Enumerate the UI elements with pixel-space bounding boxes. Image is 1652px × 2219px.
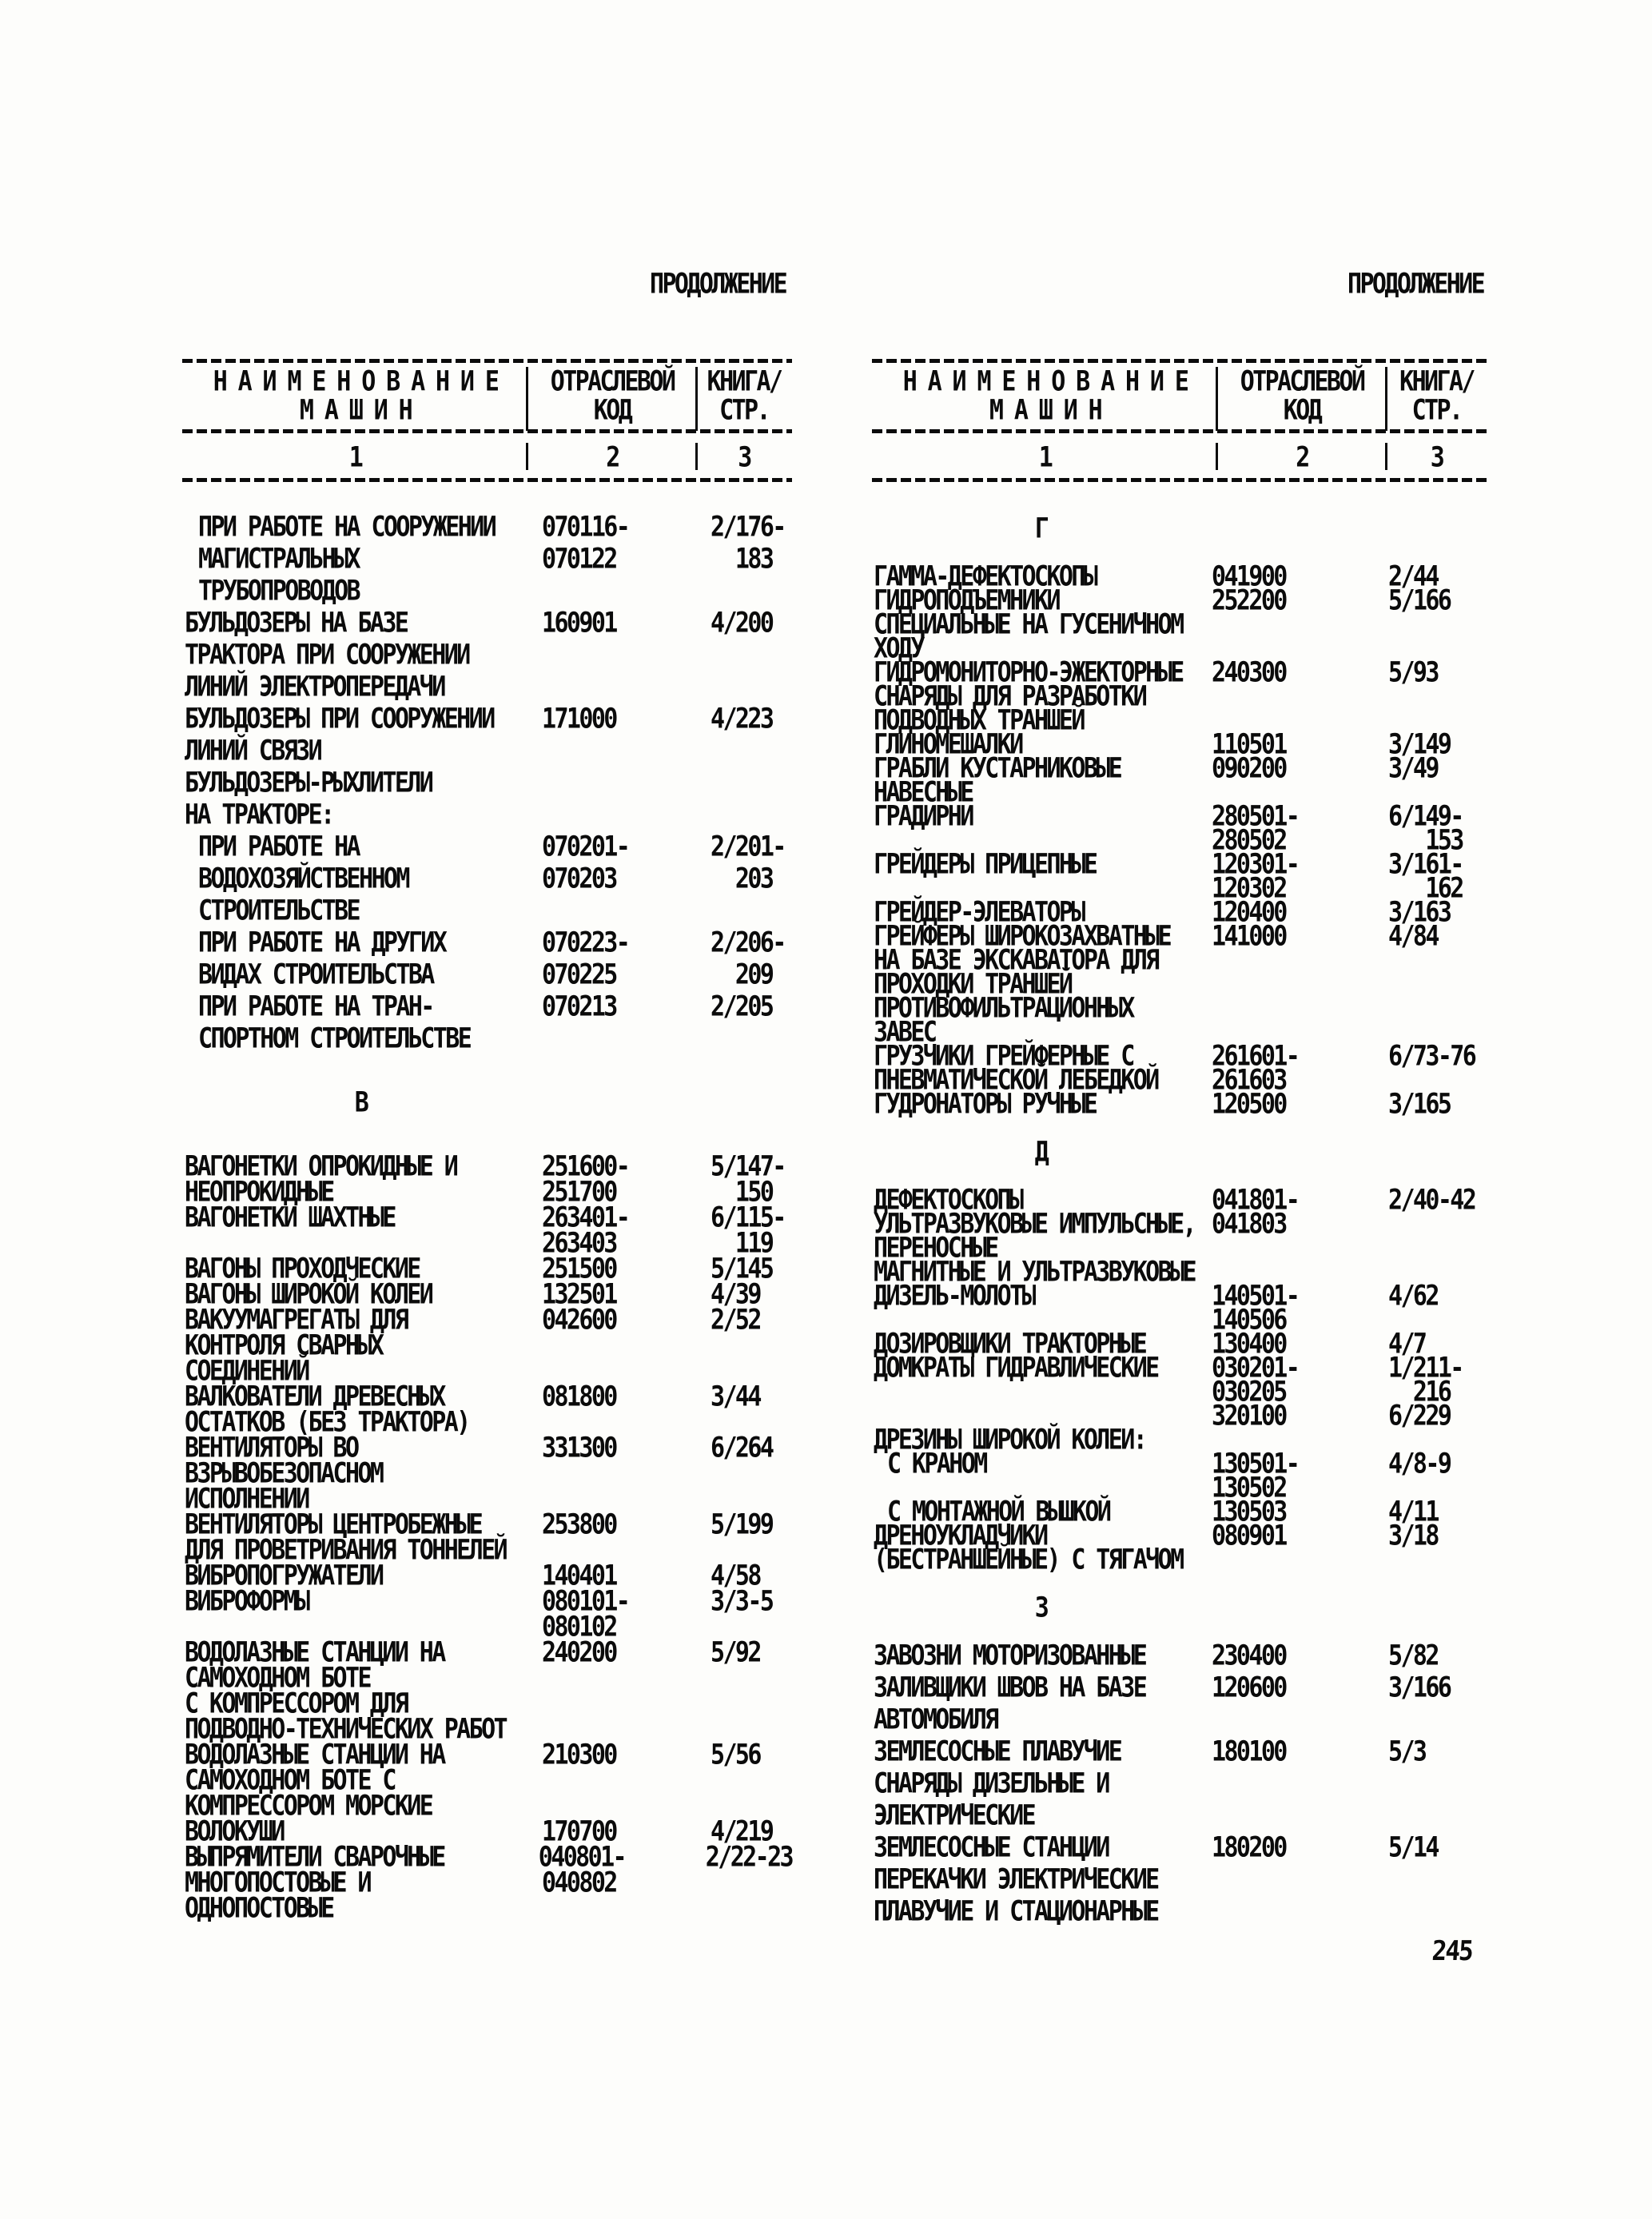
machine-name-cell: ДЕФЕКТОСКОПЫ: [874, 1184, 1022, 1217]
industry-code-cell: 251700: [542, 1176, 616, 1209]
section-letter: Г: [1034, 512, 1048, 545]
column-header-code: ОТРАСЛЕВОЙ: [550, 365, 675, 398]
machine-name-cell: ВАКУУМАГРЕГАТЫ ДЛЯ: [185, 1304, 408, 1337]
industry-code-cell: 140506: [1212, 1304, 1286, 1337]
table-body-left: [182, 511, 792, 1925]
book-page-cell: 5/14: [1388, 1831, 1438, 1864]
book-page-cell: 4/200: [711, 607, 773, 639]
machine-name-cell: НА ТРАКТОРЕ:: [185, 799, 333, 831]
book-page-cell: 162: [1388, 872, 1463, 905]
book-page-cell: 3/18: [1388, 1520, 1438, 1552]
machine-name-cell: ГРАБЛИ КУСТАРНИКОВЫЕ: [874, 752, 1121, 785]
machine-name-cell: ДРЕНОУКЛАДЧИКИ: [874, 1520, 1047, 1552]
industry-code-cell: 320100: [1212, 1400, 1286, 1432]
machine-name-cell: ПРИ РАБОТЕ НА СООРУЖЕНИИ: [198, 511, 496, 544]
industry-code-cell: 141000: [1212, 920, 1286, 953]
column-header-name: Н А И М Е Н О В А Н И Е: [902, 365, 1188, 398]
machine-name-cell: ПРИ РАБОТЕ НА ТРАН-: [198, 990, 433, 1023]
column-number-3: 3: [1430, 441, 1443, 474]
column-header-name2: М А Ш И Н: [989, 394, 1101, 427]
machine-name-cell: ГИДРОПОДЪЕМНИКИ: [874, 584, 1059, 617]
machine-name-cell: ГЛИНОМЕШАЛКИ: [874, 728, 1022, 761]
column-separator: [1216, 367, 1218, 431]
column-separator: [1385, 367, 1387, 431]
industry-code-cell: 041900: [1212, 560, 1286, 593]
book-page-cell: 2/205: [711, 990, 773, 1023]
book-page-cell: 2/22-23: [705, 1841, 792, 1874]
book-page-cell: 5/93: [1388, 656, 1438, 689]
table-row: [182, 1022, 792, 1059]
column-header-code2: КОД: [593, 394, 631, 427]
machine-name-cell: ВАЛКОВАТЕЛИ ДРЕВЕСНЫХ: [185, 1380, 444, 1413]
machine-index-table-left: [182, 359, 792, 1925]
book-page-cell: 2/40-42: [1388, 1184, 1475, 1217]
book-page-cell: 2/206-: [711, 926, 785, 959]
book-page-cell: 4/62: [1388, 1280, 1438, 1313]
machine-name-cell: ВИБРОФОРМЫ: [185, 1585, 309, 1618]
machine-name-cell: ЛИНИЙ СВЯЗИ: [185, 735, 321, 767]
machine-name-cell: МАГИСТРАЛЬНЫХ: [198, 543, 359, 576]
book-page-cell: 6/73-76: [1388, 1040, 1475, 1073]
column-header-name2: М А Ш И Н: [299, 394, 412, 427]
machine-name-cell: ГРЕЙДЕРЫ ПРИЦЕПНЫЕ: [874, 848, 1097, 881]
machine-name-cell: САМОХОДНОМ БОТЕ С: [185, 1764, 395, 1797]
machine-name-cell: ВАГОНЕТКИ ШАХТНЫЕ: [185, 1201, 395, 1234]
machine-name-cell: ЗАВЕС: [874, 1016, 936, 1049]
industry-code-cell: 070203: [542, 863, 616, 895]
machine-name-cell: ДОМКРАТЫ ГИДРАВЛИЧЕСКИЕ: [874, 1352, 1158, 1384]
industry-code-cell: 280501-: [1212, 800, 1299, 833]
machine-name-cell: ГРЕЙДЕР-ЭЛЕВАТОРЫ: [874, 896, 1084, 929]
machine-name-cell: ХОДУ: [874, 632, 923, 665]
index-section-Д: [872, 1136, 1487, 1576]
machine-name-cell: С МОНТАЖНОЙ ВЫШКОЙ: [887, 1496, 1110, 1528]
machine-name-cell: НЕОПРОКИДНЫЕ: [185, 1176, 333, 1209]
book-page-cell: 4/84: [1388, 920, 1438, 953]
machine-name-cell: ПОДВОДНО-ТЕХНИЧЕСКИХ РАБОТ: [185, 1713, 506, 1746]
machine-name-cell: ПРОТИВОФИЛЬТРАЦИОННЫХ: [874, 992, 1133, 1025]
book-page-cell: 4/8-9: [1388, 1448, 1451, 1480]
machine-name-cell: ВЗРЫВОБЕЗОПАСНОМ: [185, 1457, 383, 1490]
industry-code-cell: 041801-: [1212, 1184, 1299, 1217]
machine-name-cell: ВОЛОКУШИ: [185, 1815, 284, 1848]
machine-name-cell: ДИЗЕЛЬ-МОЛОТЫ: [874, 1280, 1034, 1313]
column-separator: [526, 367, 528, 431]
machine-name-cell: ДОЗИРОВЩИКИ ТРАКТОРНЫЕ: [874, 1328, 1146, 1360]
machine-index-table-right: [872, 359, 1487, 1932]
industry-code-cell: 080901: [1212, 1520, 1286, 1552]
machine-name-cell: ГИДРОМОНИТОРНО-ЭЖЕКТОРНЫЕ: [874, 656, 1183, 689]
page-number: 245: [1431, 1935, 1473, 1967]
industry-code-cell: 280502: [1212, 824, 1286, 857]
book-page-cell: 3/3-5: [711, 1585, 773, 1618]
industry-code-cell: 120400: [1212, 896, 1286, 929]
industry-code-cell: 130502: [1212, 1472, 1286, 1504]
column-separator: [1385, 443, 1387, 470]
book-page-cell: 4/223: [711, 703, 773, 735]
machine-name-cell: ПРИ РАБОТЕ НА ДРУГИХ: [198, 926, 446, 959]
book-page-cell: 3/44: [711, 1380, 760, 1413]
industry-code-cell: 261601-: [1212, 1040, 1299, 1073]
book-page-cell: 3/149: [1388, 728, 1451, 761]
industry-code-cell: 130503: [1212, 1496, 1286, 1528]
industry-code-cell: 040802: [542, 1866, 616, 1899]
machine-name-cell: ГАММА-ДЕФЕКТОСКОПЫ: [874, 560, 1097, 593]
machine-name-cell: ВЕНТИЛЯТОРЫ ВО: [185, 1432, 358, 1464]
industry-code-cell: 130400: [1212, 1328, 1286, 1360]
machine-name-cell: ВАГОНЫ ПРОХОДЧЕСКИЕ: [185, 1253, 420, 1285]
machine-name-cell: ПЕРЕНОСНЫЕ: [874, 1232, 997, 1265]
industry-code-cell: 171000: [542, 703, 616, 735]
column-header-code2: КОД: [1283, 394, 1321, 427]
book-page-cell: 203: [711, 863, 773, 895]
book-page-cell: 4/58: [711, 1560, 760, 1592]
industry-code-cell: 230400: [1212, 1639, 1286, 1672]
industry-code-cell: 042600: [542, 1304, 616, 1337]
industry-code-cell: 240300: [1212, 656, 1286, 689]
industry-code-cell: 030205: [1212, 1376, 1286, 1408]
book-page-cell: 5/145: [711, 1253, 773, 1285]
column-number-1: 1: [1038, 441, 1052, 474]
industry-code-cell: 120500: [1212, 1088, 1286, 1121]
book-page-cell: 2/201-: [711, 831, 785, 863]
machine-name-cell: С КОМПРЕССОРОМ ДЛЯ: [185, 1687, 408, 1720]
continuation-label-right: ПРОДОЛЖЕНИЕ: [1347, 268, 1484, 301]
section-letter: В: [354, 1086, 368, 1119]
column-number-1: 1: [348, 441, 362, 474]
dashed-rule: [182, 359, 792, 363]
dashed-rule: [182, 478, 792, 482]
machine-name-cell: ЛИНИЙ ЭЛЕКТРОПЕРЕДАЧИ: [185, 671, 444, 703]
industry-code-cell: 252200: [1212, 584, 1286, 617]
machine-name-cell: ВОДОЛАЗНЫЕ СТАНЦИИ НА: [185, 1739, 444, 1771]
book-page-cell: 5/199: [711, 1508, 773, 1541]
dashed-rule: [872, 359, 1487, 363]
industry-code-cell: 210300: [542, 1739, 616, 1771]
book-page-cell: 119: [711, 1227, 773, 1260]
machine-name-cell: ВАГОНЫ ШИРОКОЙ КОЛЕИ: [185, 1278, 432, 1311]
column-separator: [526, 443, 528, 470]
machine-name-cell: ВАГОНЕТКИ ОПРОКИДНЫЕ И: [185, 1150, 457, 1183]
machine-name-cell: ВЫПРЯМИТЕЛИ СВАРОЧНЫЕ: [185, 1841, 444, 1874]
machine-name-cell: САМОХОДНОМ БОТЕ: [185, 1662, 370, 1695]
machine-name-cell: ВОДОХОЗЯЙСТВЕННОМ: [198, 863, 408, 895]
industry-code-cell: 140501-: [1212, 1280, 1299, 1313]
machine-name-cell: ТРУБОПРОВОДОВ: [198, 575, 359, 608]
industry-code-cell: 070223-: [542, 926, 629, 959]
industry-code-cell: 251600-: [542, 1150, 629, 1183]
industry-code-cell: 120302: [1212, 872, 1286, 905]
industry-code-cell: 070116-: [542, 511, 629, 544]
table-row: [872, 1088, 1487, 1121]
book-page-cell: 209: [711, 958, 773, 991]
machine-name-cell: СНАРЯДЫ ДЛЯ РАЗРАБОТКИ: [874, 680, 1146, 713]
machine-name-cell: ПРОХОДКИ ТРАНШЕЙ: [874, 968, 1072, 1001]
machine-name-cell: ПНЕВМАТИЧЕСКОЙ ЛЕБЕДКОЙ: [874, 1064, 1158, 1097]
table-row: [872, 992, 1487, 1025]
book-page-cell: 1/211-: [1388, 1352, 1463, 1384]
book-page-cell: 6/264: [711, 1432, 773, 1464]
book-page-cell: 5/56: [711, 1739, 760, 1771]
machine-name-cell: АВТОМОБИЛЯ: [874, 1703, 997, 1736]
column-header-name: Н А И М Е Н О В А Н И Е: [213, 365, 498, 398]
book-page-cell: 153: [1388, 824, 1463, 857]
machine-name-cell: СНАРЯДЫ ДИЗЕЛЬНЫЕ И: [874, 1767, 1109, 1800]
industry-code-cell: 261603: [1212, 1064, 1286, 1097]
book-page-cell: 2/44: [1388, 560, 1438, 593]
column-header-code: ОТРАСЛЕВОЙ: [1240, 365, 1364, 398]
machine-name-cell: ЭЛЕКТРИЧЕСКИЕ: [874, 1799, 1034, 1832]
table-row: [872, 1448, 1487, 1480]
book-page-cell: 183: [711, 543, 773, 576]
industry-code-cell: 081800: [542, 1380, 616, 1413]
column-separator: [1216, 443, 1218, 470]
index-section-З: [872, 1592, 1487, 1932]
industry-code-cell: 140401: [542, 1560, 616, 1592]
industry-code-cell: 040801-: [538, 1841, 625, 1874]
dashed-rule: [872, 478, 1487, 482]
book-page-cell: 3/163: [1388, 896, 1451, 929]
table-row: [872, 1280, 1487, 1313]
book-page-cell: 6/115-: [711, 1201, 785, 1234]
industry-code-cell: 251500: [542, 1253, 616, 1285]
industry-code-cell: 041803: [1212, 1208, 1286, 1241]
book-page-cell: 5/166: [1388, 584, 1451, 617]
column-separator: [695, 367, 698, 431]
industry-code-cell: 170700: [542, 1815, 616, 1848]
column-separator: [695, 443, 698, 470]
industry-code-cell: 263403: [542, 1227, 616, 1260]
machine-name-cell: ОДНОПОСТОВЫЕ: [185, 1892, 333, 1925]
machine-name-cell: СОЕДИНЕНИЙ: [185, 1355, 309, 1388]
machine-name-cell: ПРИ РАБОТЕ НА: [198, 831, 359, 863]
industry-code-cell: 180100: [1212, 1735, 1286, 1768]
machine-name-cell: ВОДОЛАЗНЫЕ СТАНЦИИ НА: [185, 1636, 444, 1669]
machine-name-cell: КОМПРЕССОРОМ МОРСКИЕ: [185, 1790, 432, 1823]
machine-name-cell: МАГНИТНЫЕ И УЛЬТРАЗВУКОВЫЕ: [874, 1256, 1195, 1289]
table-row: [182, 1201, 792, 1234]
table-row: [872, 608, 1487, 641]
machine-name-cell: ВЕНТИЛЯТОРЫ ЦЕНТРОБЕЖНЫЕ: [185, 1508, 482, 1541]
machine-name-cell: ЗЕМЛЕСОСНЫЕ ПЛАВУЧИЕ: [874, 1735, 1121, 1768]
industry-code-cell: 080101-: [542, 1585, 629, 1618]
machine-name-cell: СПЕЦИАЛЬНЫЕ НА ГУСЕНИЧНОМ: [874, 608, 1183, 641]
machine-name-cell: УЛЬТРАЗВУКОВЫЕ ИМПУЛЬСНЫЕ,: [874, 1208, 1195, 1241]
book-page-cell: 4/39: [711, 1278, 760, 1311]
machine-name-cell: С КРАНОМ: [887, 1448, 986, 1480]
machine-name-cell: ИСПОЛНЕНИИ: [185, 1483, 309, 1516]
industry-code-cell: 120301-: [1212, 848, 1299, 881]
machine-name-cell: БУЛЬДОЗЕРЫ-РЫХЛИТЕЛИ: [185, 767, 432, 799]
machine-name-cell: ТРАКТОРА ПРИ СООРУЖЕНИИ: [185, 639, 469, 671]
machine-name-cell: ВИДАХ СТРОИТЕЛЬСТВА: [198, 958, 433, 991]
machine-name-cell: (БЕСТРАНШЕЙНЫЕ) С ТЯГАЧОМ: [874, 1544, 1183, 1576]
machine-name-cell: ПЛАВУЧИЕ И СТАЦИОНАРНЫЕ: [874, 1895, 1158, 1928]
index-section-В: [182, 1086, 792, 1925]
table-row: [182, 1892, 792, 1925]
book-page-cell: 2/52: [711, 1304, 760, 1337]
table-body-right: [872, 512, 1487, 1932]
industry-code-cell: 132501: [542, 1278, 616, 1311]
section-letter: Д: [1034, 1136, 1048, 1169]
column-header-book: КНИГА/: [707, 365, 782, 398]
index-section: [182, 511, 792, 1059]
industry-code-cell: 070201-: [542, 831, 629, 863]
machine-name-cell: ГРУЗЧИКИ ГРЕЙФЕРНЫЕ С: [874, 1040, 1133, 1073]
index-section-Г: [872, 512, 1487, 1121]
industry-code-cell: 110501: [1212, 728, 1286, 761]
book-page-cell: 3/165: [1388, 1088, 1451, 1121]
industry-code-cell: 253800: [542, 1508, 616, 1541]
column-header-book2: СТР.: [719, 394, 769, 427]
machine-name-cell: ГРАДИРНИ: [874, 800, 973, 833]
industry-code-cell: 120600: [1212, 1671, 1286, 1704]
machine-name-cell: ПЕРЕКАЧКИ ЭЛЕКТРИЧЕСКИЕ: [874, 1863, 1158, 1896]
section-letter: З: [1034, 1592, 1048, 1624]
industry-code-cell: 070225: [542, 958, 616, 991]
machine-name-cell: НАВЕСНЫЕ: [874, 776, 973, 809]
machine-name-cell: ГРЕЙФЕРЫ ШИРОКОЗАХВАТНЫЕ: [874, 920, 1171, 953]
industry-code-cell: 030201-: [1212, 1352, 1299, 1384]
column-header-book: КНИГА/: [1399, 365, 1474, 398]
book-page-cell: 4/7: [1388, 1328, 1426, 1360]
machine-name-cell: ГУДРОНАТОРЫ РУЧНЫЕ: [874, 1088, 1097, 1121]
industry-code-cell: 331300: [542, 1432, 616, 1464]
machine-name-cell: НА БАЗЕ ЭКСКАВАТОРА ДЛЯ: [874, 944, 1158, 977]
book-page-cell: 3/49: [1388, 752, 1438, 785]
column-number-2: 2: [1296, 441, 1308, 474]
machine-name-cell: ДЛЯ ПРОВЕТРИВАНИЯ ТОННЕЛЕЙ: [185, 1534, 506, 1567]
machine-name-cell: ЗЕМЛЕСОСНЫЕ СТАНЦИИ: [874, 1831, 1109, 1864]
industry-code-cell: 160901: [542, 607, 616, 639]
industry-code-cell: 070122: [542, 543, 616, 576]
book-page-cell: 4/219: [711, 1815, 773, 1848]
book-page-cell: 6/229: [1388, 1400, 1451, 1432]
book-page-cell: 3/161-: [1388, 848, 1463, 881]
industry-code-cell: 240200: [542, 1636, 616, 1669]
table-row: [872, 1544, 1487, 1576]
book-page-cell: 216: [1388, 1376, 1451, 1408]
column-number-3: 3: [738, 441, 750, 474]
book-page-cell: 5/3: [1388, 1735, 1426, 1768]
machine-name-cell: ВИБРОПОГРУЖАТЕЛИ: [185, 1560, 383, 1592]
machine-name-cell: СТРОИТЕЛЬСТВЕ: [198, 894, 359, 927]
book-page-cell: 5/92: [711, 1636, 760, 1669]
machine-name-cell: ДРЕЗИНЫ ШИРОКОЙ КОЛЕИ:: [874, 1424, 1146, 1456]
dashed-rule: [872, 429, 1487, 433]
book-page-cell: 150: [711, 1176, 773, 1209]
machine-name-cell: СПОРТНОМ СТРОИТЕЛЬСТВЕ: [198, 1022, 471, 1055]
industry-code-cell: 090200: [1212, 752, 1286, 785]
dashed-rule: [182, 429, 792, 433]
machine-name-cell: ОСТАТКОВ (БЕЗ ТРАКТОРА): [185, 1406, 469, 1439]
column-header-book2: СТР.: [1411, 394, 1462, 427]
machine-name-cell: МНОГОПОСТОВЫЕ И: [185, 1866, 370, 1899]
book-page-cell: 2/176-: [711, 511, 785, 544]
machine-name-cell: ПОДВОДНЫХ ТРАНШЕЙ: [874, 704, 1084, 737]
machine-name-cell: БУЛЬДОЗЕРЫ НА БАЗЕ: [185, 607, 408, 639]
table-row: [872, 1895, 1487, 1932]
book-page-cell: 6/149-: [1388, 800, 1463, 833]
column-number-2: 2: [606, 441, 619, 474]
book-page-cell: 5/82: [1388, 1639, 1438, 1672]
table-row: [182, 1585, 792, 1618]
book-page-cell: 4/11: [1388, 1496, 1438, 1528]
machine-name-cell: БУЛЬДОЗЕРЫ ПРИ СООРУЖЕНИИ: [185, 703, 494, 735]
industry-code-cell: 263401-: [542, 1201, 629, 1234]
industry-code-cell: 070213: [542, 990, 616, 1023]
industry-code-cell: 080102: [542, 1611, 616, 1643]
machine-name-cell: ЗАВОЗНИ МОТОРИЗОВАННЫЕ: [874, 1639, 1146, 1672]
book-page-cell: 3/166: [1388, 1671, 1451, 1704]
continuation-label-left: ПРОДОЛЖЕНИЕ: [650, 268, 786, 301]
machine-name-cell: КОНТРОЛЯ СВАРНЫХ: [185, 1329, 383, 1362]
machine-name-cell: ЗАЛИВЩИКИ ШВОВ НА БАЗЕ: [874, 1671, 1146, 1704]
book-page-cell: 5/147-: [711, 1150, 785, 1183]
industry-code-cell: 180200: [1212, 1831, 1286, 1864]
industry-code-cell: 130501-: [1212, 1448, 1299, 1480]
